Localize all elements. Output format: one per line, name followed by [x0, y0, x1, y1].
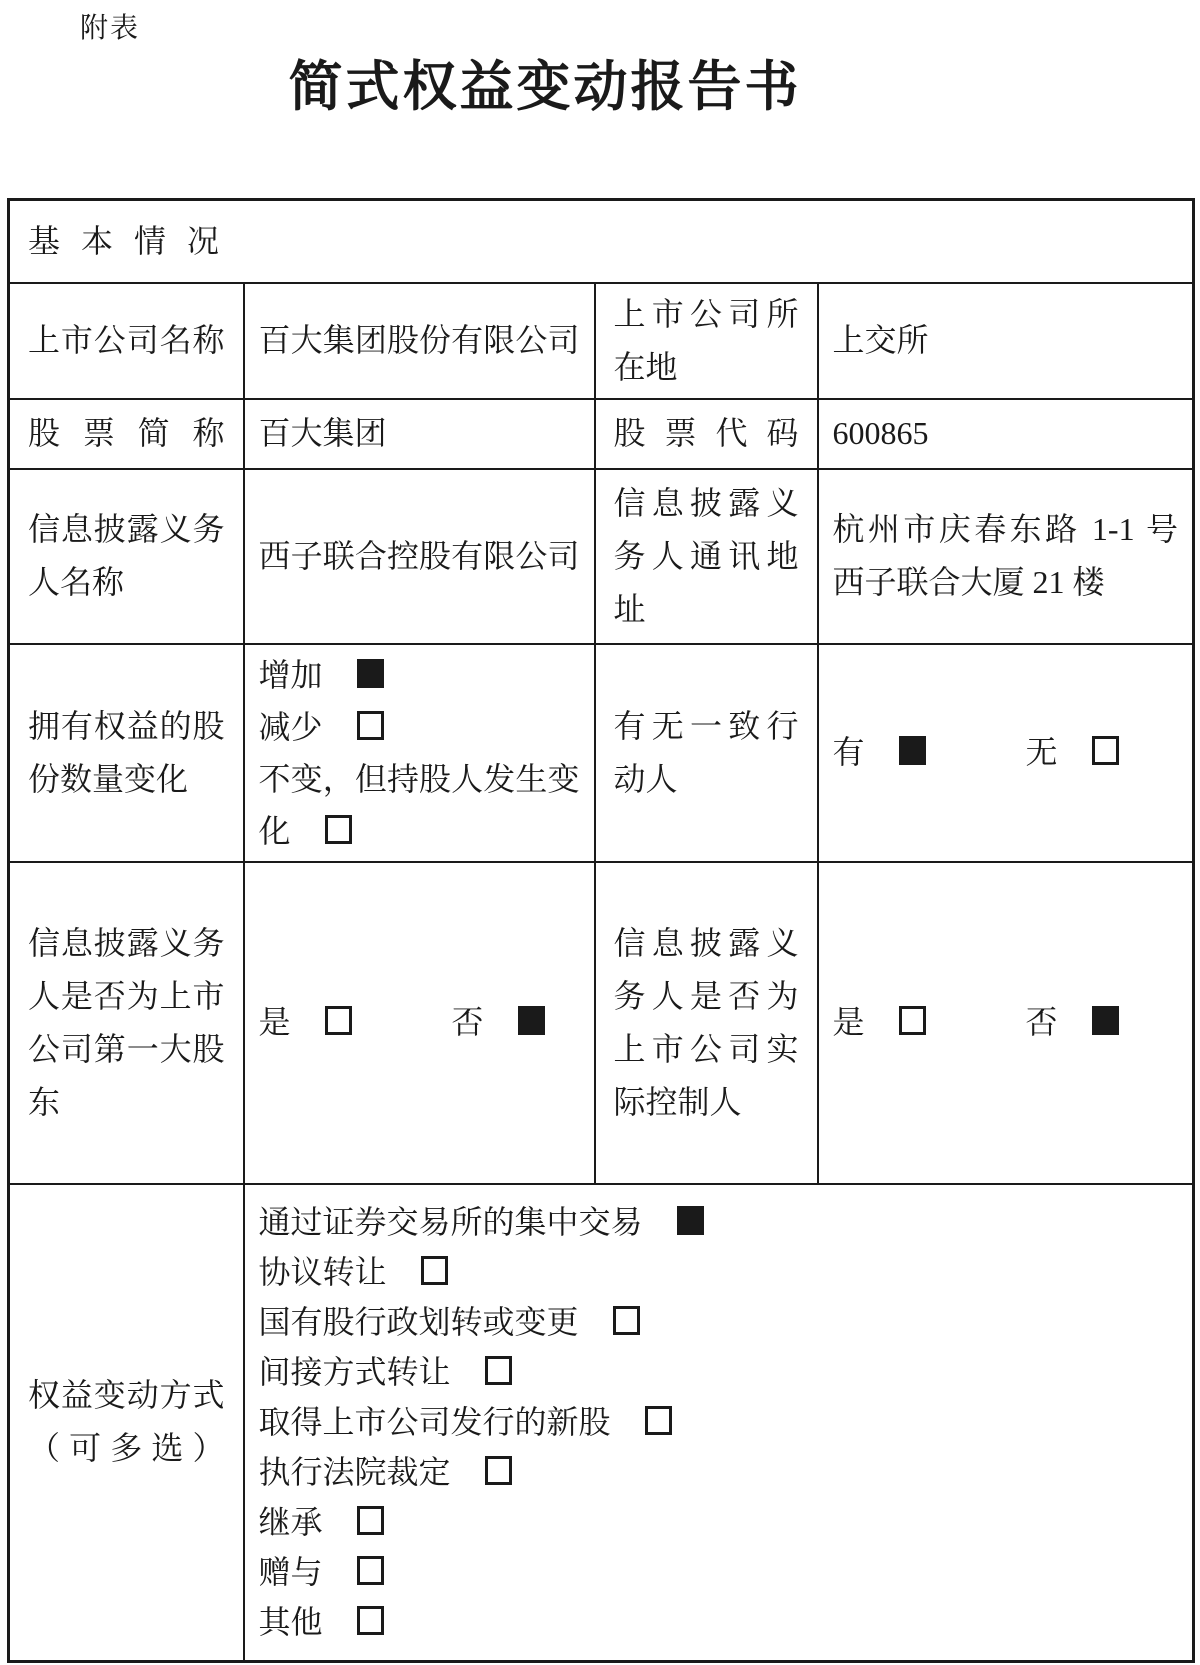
- checkbox-other-icon: [357, 1606, 384, 1635]
- option-gift: 赠与: [259, 1547, 1179, 1597]
- actual-controller-label: 信息披露义务人是否为上市公司实际控制人: [595, 862, 818, 1184]
- row-discloser: [9, 469, 1194, 644]
- change-method-options: [244, 1184, 1194, 1662]
- change-method-label-line2: （可多选）: [28, 1430, 225, 1467]
- option-new-shares: 取得上市公司发行的新股: [259, 1397, 1179, 1447]
- option-unchanged: 不变，但持股人发生变化: [258, 760, 580, 849]
- checkbox-state-share-transfer-icon: [613, 1306, 640, 1335]
- section-header-text: 基本情况: [28, 222, 241, 259]
- share-change-label: 拥有权益的股份数量变化: [9, 644, 244, 862]
- checkbox-has-concert-icon: [899, 736, 926, 765]
- stock-code-value: 600865: [818, 399, 1194, 469]
- option-agreement-transfer: 协议转让: [259, 1247, 1179, 1297]
- row-largest-shareholder: [9, 862, 1194, 1184]
- checkbox-exchange-trading-icon: [677, 1206, 704, 1235]
- actual-controller-options: 是 否: [833, 1004, 1119, 1040]
- checkbox-largest-no-icon: [518, 1006, 545, 1035]
- option-decrease: 减少: [259, 701, 580, 753]
- acting-in-concert-options: 有 无: [833, 734, 1119, 770]
- company-location-label: 上市公司所在地: [595, 283, 818, 399]
- largest-shareholder-options: 是 否: [259, 1004, 545, 1040]
- change-method-label-line1: 权益变动方式: [28, 1377, 225, 1414]
- checkbox-gift-icon: [357, 1556, 384, 1585]
- acting-in-concert-label: 有无一致行动人: [595, 644, 818, 862]
- row-change-method: [9, 1184, 1194, 1662]
- row-company: [9, 283, 1194, 399]
- change-method-label: [9, 1184, 244, 1662]
- stock-abbr-value: 百大集团: [244, 399, 595, 469]
- largest-shareholder-label: 信息披露义务人是否为上市公司第一大股东: [9, 862, 244, 1184]
- option-state-share-transfer: 国有股行政划转或变更: [259, 1297, 1179, 1347]
- company-name-value: 百大集团股份有限公司: [244, 283, 595, 399]
- discloser-address-label: 信息披露义务人通讯地址: [595, 469, 818, 644]
- option-exchange-trading: 通过证券交易所的集中交易: [259, 1197, 1179, 1247]
- checkbox-agreement-transfer-icon: [421, 1256, 448, 1285]
- discloser-name-value: 西子联合控股有限公司: [244, 469, 595, 644]
- basic-info-table: [7, 198, 1195, 1663]
- section-header-cell: [9, 200, 1194, 283]
- checkbox-increase-icon: [357, 659, 384, 688]
- company-name-label: 上市公司名称: [9, 283, 244, 399]
- stock-abbr-label: 股票简称: [9, 399, 244, 469]
- checkbox-new-shares-icon: [645, 1406, 672, 1435]
- page-title: 简式权益变动报告书: [288, 57, 802, 117]
- option-increase: 增加: [259, 649, 580, 701]
- discloser-name-label: 信息披露义务人名称: [9, 469, 244, 644]
- attachment-note: 附表: [80, 13, 141, 44]
- row-stock: [9, 399, 1194, 469]
- checkbox-controller-yes-icon: [899, 1006, 926, 1035]
- company-location-value: 上交所: [818, 283, 1194, 399]
- share-change-options: [244, 644, 595, 862]
- checkbox-controller-no-icon: [1092, 1006, 1119, 1035]
- row-share-change: [9, 644, 1194, 862]
- checkbox-decrease-icon: [357, 711, 384, 740]
- checkbox-court-ruling-icon: [485, 1456, 512, 1485]
- checkbox-no-concert-icon: [1092, 736, 1119, 765]
- option-court-ruling: 执行法院裁定: [259, 1447, 1179, 1497]
- row-section-header: [9, 200, 1194, 283]
- checkbox-unchanged-icon: [325, 815, 352, 844]
- checkbox-inheritance-icon: [357, 1506, 384, 1535]
- stock-code-label: 股票代码: [595, 399, 818, 469]
- option-inheritance: 继承: [259, 1497, 1179, 1547]
- discloser-address-value: 杭州市庆春东路 1-1 号西子联合大厦 21 楼: [818, 469, 1194, 644]
- option-other: 其他: [259, 1597, 1179, 1647]
- option-indirect-transfer: 间接方式转让: [259, 1347, 1179, 1397]
- checkbox-largest-yes-icon: [325, 1006, 352, 1035]
- checkbox-indirect-transfer-icon: [485, 1356, 512, 1385]
